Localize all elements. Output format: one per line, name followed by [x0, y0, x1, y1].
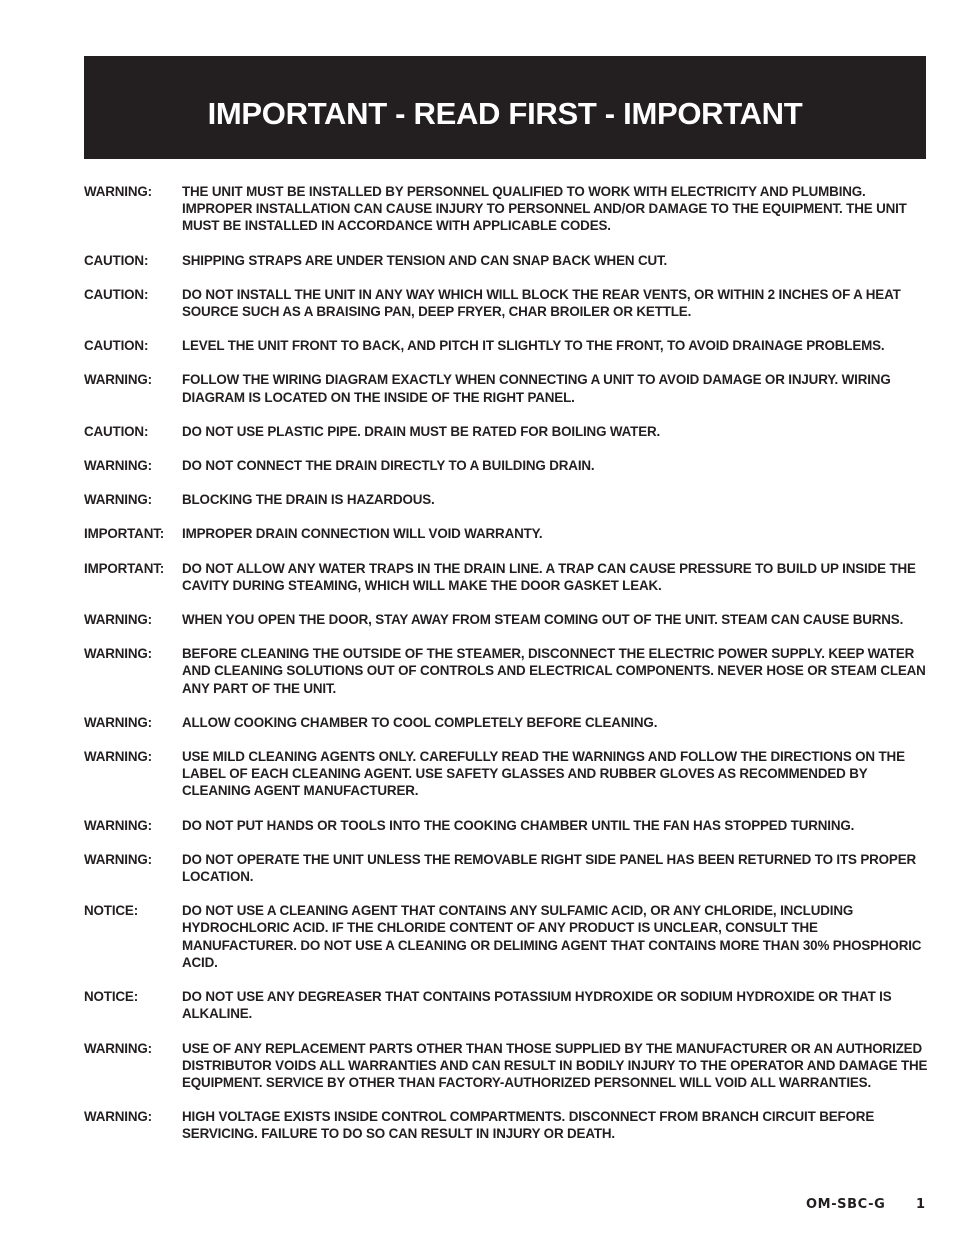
notice-item	[84, 525, 934, 542]
notice-label: WARNING:	[84, 1109, 152, 1125]
notice-text: ALLOW COOKING CHAMBER TO COOL COMPLETELY BEFORE CLEANING.	[182, 714, 658, 730]
notice-item	[84, 560, 934, 594]
notice-text: BEFORE CLEANING THE OUTSIDE OF THE STEAMER, DISCONNECT THE ELECTRIC POWER SUPPLY. KEEP WATER AND CLEANING SOLUTIONS OUT OF CONTROLS AND ELECTRICAL COMPONENTS. NEVER HOSE OR STEAM CLEAN ANY PART OF THE UNIT.	[182, 646, 926, 696]
notice-item	[84, 457, 934, 474]
notice-item	[84, 988, 934, 1022]
notice-item	[84, 1040, 934, 1092]
notice-text: HIGH VOLTAGE EXISTS INSIDE CONTROL COMPARTMENTS. DISCONNECT FROM BRANCH CIRCUIT BEFORE SERVICING. FAILURE TO DO SO CAN RESULT IN INJURY OR DEATH.	[182, 1109, 875, 1142]
notice-label: WARNING:	[84, 1040, 152, 1056]
notice-label: WARNING:	[84, 492, 152, 508]
notice-item	[84, 748, 934, 800]
notice-text: DO NOT USE A CLEANING AGENT THAT CONTAINS ANY SULFAMIC ACID, OR ANY CHLORIDE, INCLUDING HYDROCHLORIC ACID. IF THE CHLORIDE CONTENT OF ANY PRODUCT IS UNCLEAR, CONSULT THE MANUFACTURER. DO NOT USE A CLEANING OR DELIMING AGENT THAT CONTAINS MORE THAN 30% PHOSPHORIC ACID.	[182, 903, 922, 970]
notice-item	[84, 1108, 934, 1142]
notice-item	[84, 714, 934, 731]
notice-item	[84, 252, 934, 269]
notice-label: NOTICE:	[84, 989, 138, 1005]
notice-label: CAUTION:	[84, 338, 149, 354]
notice-label: WARNING:	[84, 714, 152, 730]
notice-label: WARNING:	[84, 458, 152, 474]
notice-label: WARNING:	[84, 851, 152, 867]
notice-text: WHEN YOU OPEN THE DOOR, STAY AWAY FROM STEAM COMING OUT OF THE UNIT. STEAM CAN CAUSE BURNS.	[182, 612, 904, 628]
notice-text: BLOCKING THE DRAIN IS HAZARDOUS.	[182, 492, 435, 508]
notice-item	[84, 371, 934, 405]
notice-text: DO NOT PUT HANDS OR TOOLS INTO THE COOKING CHAMBER UNTIL THE FAN HAS STOPPED TURNING.	[182, 817, 855, 833]
notice-label: IMPORTANT:	[84, 526, 165, 542]
page-title: IMPORTANT - READ FIRST - IMPORTANT	[207, 95, 803, 131]
notice-item	[84, 183, 934, 235]
notice-label: NOTICE:	[84, 903, 138, 919]
notice-text: DO NOT ALLOW ANY WATER TRAPS IN THE DRAIN LINE. A TRAP CAN CAUSE PRESSURE TO BUILD UP INSIDE THE CAVITY DURING STEAMING, WHICH WILL MAKE THE DOOR GASKET LEAK.	[182, 560, 916, 593]
notice-text: DO NOT USE PLASTIC PIPE. DRAIN MUST BE RATED FOR BOILING WATER.	[182, 423, 661, 439]
notice-label: CAUTION:	[84, 252, 149, 268]
notice-item	[84, 851, 934, 885]
notice-text: DO NOT OPERATE THE UNIT UNLESS THE REMOVABLE RIGHT SIDE PANEL HAS BEEN RETURNED TO ITS PROPER LOCATION.	[182, 851, 917, 885]
notice-label: WARNING:	[84, 749, 152, 765]
notice-list	[84, 183, 934, 1160]
notice-item	[84, 611, 934, 628]
notice-text: LEVEL THE UNIT FRONT TO BACK, AND PITCH IT SLIGHTLY TO THE FRONT, TO AVOID DRAINAGE PROBLEMS.	[182, 338, 885, 354]
notice-text: DO NOT USE ANY DEGREASER THAT CONTAINS POTASSIUM HYDROXIDE OR SODIUM HYDROXIDE OR THAT IS ALKALINE.	[182, 989, 892, 1022]
notice-label: WARNING:	[84, 817, 152, 833]
title-banner	[84, 56, 926, 159]
notice-label: WARNING:	[84, 184, 152, 199]
notice-text: THE UNIT MUST BE INSTALLED BY PERSONNEL QUALIFIED TO WORK WITH ELECTRICITY AND PLUMBING. IMPROPER INSTALLATION CAN CAUSE INJURY TO PERSONNEL AND/OR DAMAGE TO THE EQUIPMENT. THE UNIT MUST BE INSTALLED IN ACCORDANCE WITH APPLICABLE CODES.	[182, 184, 907, 234]
notice-text: USE MILD CLEANING AGENTS ONLY. CAREFULLY READ THE WARNINGS AND FOLLOW THE DIRECTIONS ON THE LABEL OF EACH CLEANING AGENT. USE SAFETY GLASSES AND RUBBER GLOVES AS RECOMMENDED BY CLEANING AGENT MANUFACTURER.	[182, 749, 905, 799]
notice-text: FOLLOW THE WIRING DIAGRAM EXACTLY WHEN CONNECTING A UNIT TO AVOID DAMAGE OR INJURY. WIRING DIAGRAM IS LOCATED ON THE INSIDE OF THE RIGHT PANEL.	[182, 372, 891, 405]
notice-label: CAUTION:	[84, 286, 149, 302]
notice-item	[84, 491, 934, 508]
notice-label: WARNING:	[84, 646, 152, 662]
notice-item	[84, 902, 934, 971]
notice-text: DO NOT CONNECT THE DRAIN DIRECTLY TO A BUILDING DRAIN.	[182, 458, 595, 474]
notice-label: IMPORTANT:	[84, 560, 165, 576]
notice-text: DO NOT INSTALL THE UNIT IN ANY WAY WHICH WILL BLOCK THE REAR VENTS, OR WITHIN 2 INCHES OF A HEAT SOURCE SUCH AS A BRAISING PAN, DEEP FRYER, CHAR BROILER OR KETTLE.	[182, 286, 901, 320]
notice-label: WARNING:	[84, 612, 152, 628]
notice-label: WARNING:	[84, 372, 152, 388]
page-number: 1	[916, 1197, 926, 1212]
notice-label: CAUTION:	[84, 423, 149, 439]
notice-text: USE OF ANY REPLACEMENT PARTS OTHER THAN THOSE SUPPLIED BY THE MANUFACTURER OR AN AUTHORIZED DISTRIBUTOR VOIDS ALL WARRANTIES AND CAN RESULT IN BODILY INJURY TO THE OPERATOR AND DAMAGE THE EQUIPMENT. SERVICE BY OTHER THAN FACTORY-AUTHORIZED PERSONNEL WILL VOID ALL WARRANTIES.	[182, 1040, 928, 1090]
notice-text: IMPROPER DRAIN CONNECTION WILL VOID WARRANTY.	[182, 526, 543, 542]
notice-text: SHIPPING STRAPS ARE UNDER TENSION AND CAN SNAP BACK WHEN CUT.	[182, 252, 668, 268]
notice-item	[84, 286, 934, 320]
notice-item	[84, 645, 934, 697]
notice-item	[84, 817, 934, 834]
notice-item	[84, 423, 934, 440]
notice-item	[84, 337, 934, 354]
document-code: OM-SBC-G	[806, 1197, 886, 1212]
